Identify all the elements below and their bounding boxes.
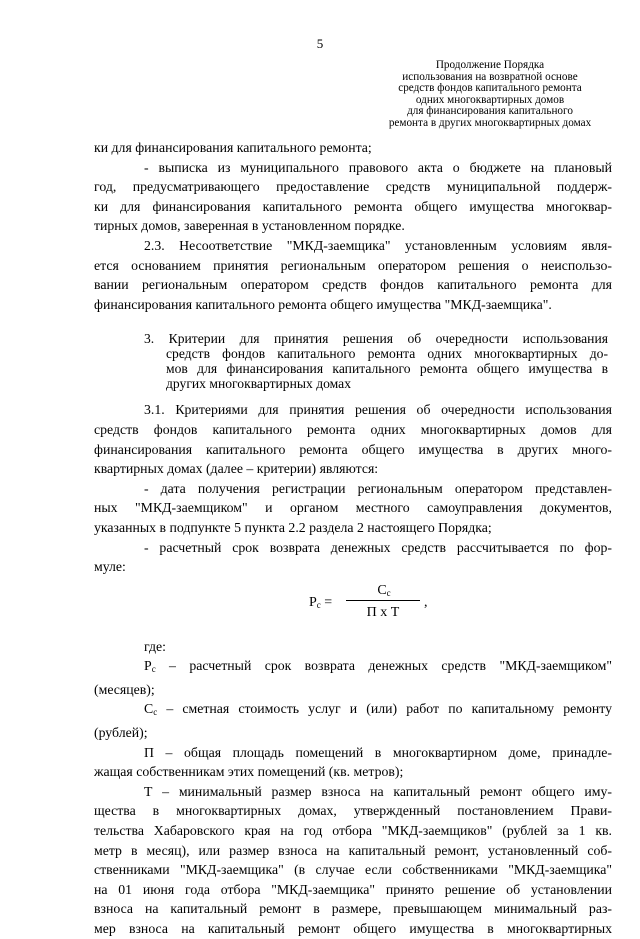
- text-line: 3.1. Критериями для принятия решения об очередности использования: [144, 402, 612, 418]
- header-line: средств фондов капитального ремонта: [398, 82, 582, 95]
- text-line: [94, 656, 612, 680]
- paragraph: [94, 538, 612, 577]
- where-label: где:: [144, 638, 166, 654]
- text-line: 2.3. Несоответствие "МКД-заемщика" установленным условиям явля-: [144, 237, 612, 253]
- paragraph: [94, 400, 612, 478]
- fraction-bar: [346, 600, 420, 601]
- text-line: Т – минимальный размер взноса на капитальный ремонт общего иму-: [144, 783, 612, 799]
- definition: [94, 782, 612, 939]
- symbol: С: [144, 701, 154, 717]
- text-line: на 01 июня года отбора "МКД-заемщика" принято решение об установлении: [94, 881, 612, 897]
- text-line: [94, 699, 612, 723]
- text-line: мер взноса на капитальный ремонт общего имущества в многоквартирных: [94, 921, 612, 936]
- heading-line: мов для финансирования капитального ремонта общего имущества в: [166, 361, 608, 377]
- text-line: финансирования капитального ремонта общего имущества "МКД-заемщика".: [94, 296, 552, 312]
- header-line: Продолжение Порядка: [435, 59, 545, 71]
- formula-comma: ,: [424, 594, 428, 610]
- text-line: - расчетный срок возврата денежных средств рассчитывается по фор-: [144, 539, 612, 555]
- header-line: ремонта в других многоквартирных домах: [388, 116, 592, 129]
- symbol: Р: [144, 658, 152, 674]
- document-header: [372, 60, 608, 130]
- paragraph: [94, 236, 612, 314]
- text-line: средств фондов капитального ремонта одних многоквартирных домов для: [94, 421, 612, 437]
- document-body: [94, 138, 612, 939]
- text-line: ки для финансирования капитального ремонта общего имущества многоквар-: [94, 198, 612, 214]
- text-line: тирных домов, заверенная в установленном порядке.: [94, 218, 405, 234]
- definition-text: – сметная стоимость услуг и (или) работ по капитальному ремонту: [157, 701, 612, 717]
- text-line: вании региональным оператором средств фондов капитального ремонта для: [94, 277, 612, 293]
- text-line: ственниками "МКД-заемщика" (в случае если собственниками "МКД-заемщика": [94, 862, 612, 878]
- definition-text: – расчетный срок возврата денежных средств "МКД-заемщиком": [155, 658, 612, 674]
- text-line: - выписка из муниципального правового акта о бюджете на плановый: [144, 159, 612, 175]
- text-line: квартирных домах (далее – критерии) являются:: [94, 461, 379, 477]
- definition: [94, 699, 612, 742]
- text-line: финансирования капитального ремонта общего имущества в других много-: [94, 441, 612, 457]
- formula-lhs: [309, 593, 332, 616]
- text-line: (рублей);: [94, 725, 148, 741]
- text-line: щества в многоквартирных домах, утвержденный постановлением Прави-: [94, 803, 612, 819]
- heading-line: 3. Критерии для принятия решения об очередности использования: [144, 331, 608, 347]
- paragraph: [94, 158, 612, 236]
- text-line: (месяцев);: [94, 681, 155, 697]
- header-line: одних многоквартирных домов: [415, 93, 565, 106]
- formula-equals: =: [324, 594, 333, 610]
- text-line: ных "МКД-заемщиком" и органом местного самоуправления документов,: [94, 500, 612, 516]
- text-line: метр в месяц), или размер взноса на капитальный ремонт, установленный соб-: [94, 842, 612, 858]
- definition: [94, 743, 612, 782]
- text-line: указанных в подпункте 5 пункта 2.2 раздела 2 настоящего Порядка;: [94, 519, 492, 535]
- formula-symbol: Р: [309, 594, 317, 610]
- text-line: ки для финансирования капитального ремонта;: [94, 140, 372, 155]
- paragraph: [94, 138, 612, 158]
- header-line: для финансирования капитального: [407, 105, 573, 118]
- paragraph: [94, 479, 612, 538]
- formula-subscript: с: [316, 599, 321, 610]
- text-line: взноса на капитальный ремонт в размере, превышающем минимальный раз-: [94, 901, 612, 917]
- formula-subscript: с: [386, 587, 391, 598]
- page-number: 5: [316, 36, 324, 51]
- symbol-subscript: с: [153, 707, 158, 718]
- heading-line: других многоквартирных домах: [166, 376, 351, 392]
- text-line: ется основанием принятия региональным оператором решения о неиспользо-: [94, 257, 612, 273]
- header-line: использования на возвратной основе: [402, 70, 578, 83]
- heading-line: средств фондов капитального ремонта одних многоквартирных до-: [166, 346, 608, 362]
- text-line: тельства Хабаровского края на год отбора "МКД-заемщиков" (рублей за 1 кв.: [94, 823, 612, 839]
- formula-symbol: С: [377, 582, 387, 598]
- text-line: муле:: [94, 559, 126, 575]
- section-heading: [144, 331, 608, 391]
- definition: [94, 656, 612, 699]
- formula: [94, 581, 612, 627]
- text-line: год, предусматривающего предоставление средств муниципальной поддерж-: [94, 179, 612, 195]
- text-line: П – общая площадь помещений в многоквартирном доме, принадле-: [144, 744, 612, 760]
- text-line: - дата получения регистрации региональным оператором представлен-: [144, 480, 612, 496]
- text-line: жащая собственникам этих помещений (кв. метров);: [94, 764, 404, 780]
- symbol-subscript: с: [151, 664, 156, 675]
- formula-denominator: П х Т: [366, 604, 400, 620]
